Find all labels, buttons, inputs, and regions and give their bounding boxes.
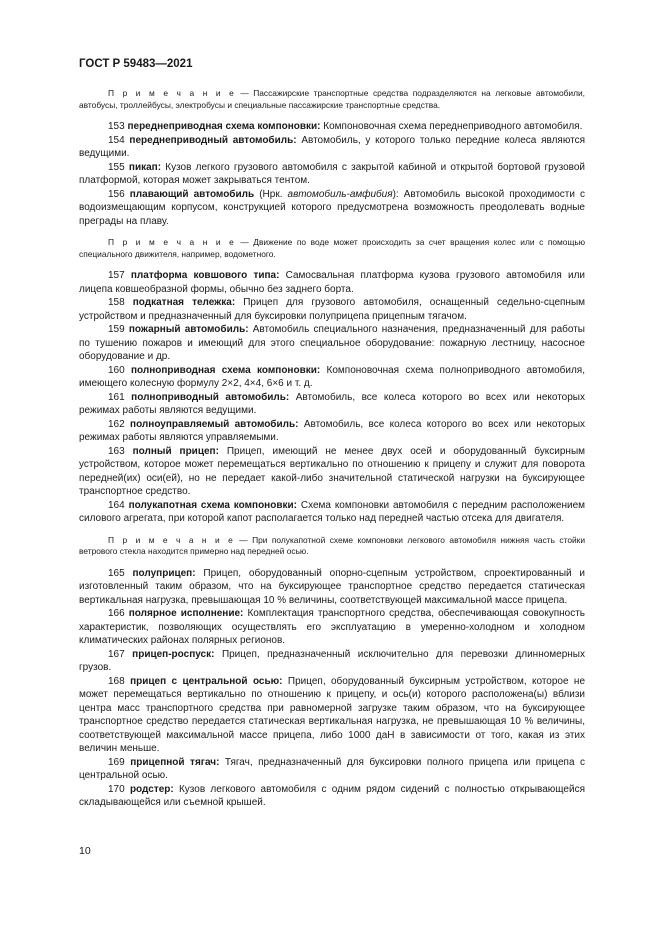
entry-number: 156 bbox=[108, 188, 125, 200]
entry-definition: Прицеп, предназначенный исключительно для перевозки длинномерных грузов. bbox=[79, 648, 585, 673]
entry-synonym-suffix: ): bbox=[392, 188, 399, 200]
entry-definition: Кузов легкого грузового автомобиля с закрытой кабиной и открытой бортовой грузовой платформой, которая может закрываться тентом. bbox=[79, 161, 585, 186]
entry-term: плавающий автомобиль bbox=[129, 188, 255, 200]
note-label: П р и м е ч а н и е bbox=[108, 237, 236, 247]
entry-definition: Автомобиль, у которого только передние колеса являются ведущими. bbox=[79, 134, 586, 159]
entry-term: полноприводный автомобиль: bbox=[131, 391, 290, 403]
entry-154 bbox=[79, 134, 585, 161]
note-label: П р и м е ч а н и е bbox=[108, 534, 235, 545]
entry-definition: Компоновочная схема полноприводного автомобиля, имеющего колесную формулу 2×2, 4×4, 6×6 и т. д. bbox=[79, 364, 586, 389]
entry-162 bbox=[79, 418, 585, 445]
entry-number: 158 bbox=[108, 297, 125, 308]
entry-term: пожарный автомобиль: bbox=[128, 324, 249, 335]
entry-definition: Кузов легкового автомобиля с одним рядом сидений с полностью открывающейся складывающейся или съемной крышей. bbox=[79, 783, 585, 808]
document-header: ГОСТ Р 59483—2021 bbox=[79, 58, 193, 70]
entry-number: 162 bbox=[108, 418, 125, 430]
entry-number: 160 bbox=[108, 364, 125, 376]
entry-158 bbox=[79, 296, 585, 323]
page-number: 10 bbox=[79, 845, 91, 857]
entry-synonym: автомобиль-амфибия bbox=[287, 188, 393, 200]
entry-167 bbox=[79, 648, 585, 675]
entry-number: 157 bbox=[108, 270, 125, 281]
entry-term: полноприводная схема компоновки: bbox=[130, 364, 321, 376]
entry-161 bbox=[79, 391, 585, 418]
entry-153 bbox=[79, 120, 585, 134]
entry-term: родстер: bbox=[129, 783, 174, 795]
entry-definition: Прицеп, имеющий не менее двух осей и оборудованный буксирным устройством, которое может перемещаться вертикально по отношению к прицепу и служит для поворота передней(их) оси(ей), но не передает какой-либо значительной статической нагрузки на буксирующее транспортное средство. bbox=[79, 445, 586, 497]
entry-number: 154 bbox=[108, 134, 125, 146]
entry-term: полуприцеп: bbox=[132, 567, 196, 579]
note-text: — При полукапотной схеме компоновки легкового автомобиля нижняя часть стойки ветрового стекла находится примерно над передней осью. bbox=[79, 534, 586, 556]
entry-term: подкатная тележка: bbox=[132, 297, 236, 308]
entry-number: 163 bbox=[108, 445, 125, 457]
entry-definition: Автомобиль, все колеса которого во всех или некоторых режимах работы являются ведущими. bbox=[79, 391, 585, 416]
entry-term: полный прицеп: bbox=[132, 445, 219, 457]
entry-term: платформа ковшового типа: bbox=[130, 270, 280, 281]
entry-number: 161 bbox=[108, 391, 125, 403]
entry-number: 166 bbox=[108, 608, 125, 619]
entry-synonym-prefix: (Нрк. bbox=[259, 188, 283, 200]
entry-163 bbox=[79, 445, 585, 499]
entry-155 bbox=[79, 161, 585, 188]
entry-definition: Самосвальная платформа кузова грузового автомобиля или лицепа ковшеобразной формы, обычно без заднего борта. bbox=[79, 270, 585, 295]
entry-term: пикап: bbox=[128, 161, 162, 173]
document-body bbox=[79, 88, 585, 810]
entry-definition: Схема компоновки автомобиля с передним расположением силового агрегата, при которой капот располагается только над передней частью отсека для двигателя. bbox=[79, 499, 586, 524]
entry-168 bbox=[79, 675, 585, 756]
entry-term: полноуправляемый автомобиль: bbox=[130, 418, 299, 430]
entry-definition: Прицеп, оборудованный буксирным устройством, которое не может перемещаться вертикально по отношению к прицепу, и ось(и) которого расположена(ы) вблизи центра масс транспортного средства при равномерной загрузке таким образом, что на буксирующее транспортное средство передается статическая вертикальная нагрузка, не превышающая 10 % величины, соответствующей максимальной массе прицепа, либо 1000 даН в зависимости от того, какая из этих величин меньше. bbox=[79, 675, 586, 754]
entry-number: 170 bbox=[108, 783, 125, 795]
note-text: — Движение по воде может происходить за счет вращения колес или с помощью специального движителя, например, водометного. bbox=[79, 237, 585, 259]
note-1 bbox=[79, 88, 585, 111]
entry-term: переднеприводная схема компоновки: bbox=[127, 121, 321, 132]
entry-term: прицепной тягач: bbox=[130, 756, 220, 768]
entry-definition: Компоновочная схема переднеприводного автомобиля. bbox=[323, 121, 583, 132]
entry-number: 169 bbox=[108, 756, 125, 768]
entry-number: 153 bbox=[108, 121, 125, 132]
note-2 bbox=[79, 237, 585, 260]
entry-156 bbox=[79, 188, 585, 229]
note-3 bbox=[79, 535, 585, 558]
entry-170 bbox=[79, 783, 585, 810]
entry-term: полукапотная схема компоновки: bbox=[128, 499, 297, 511]
entry-number: 164 bbox=[108, 499, 125, 511]
entry-definition: Автомобиль высокой проходимости с водоизмещающим корпусом, конструкцией которого предусмотрена возможность преодолевать водные преграды на плаву. bbox=[79, 188, 585, 227]
entry-term: переднеприводный автомобиль: bbox=[129, 134, 297, 146]
entry-164 bbox=[79, 499, 585, 526]
entry-term: полярное исполнение: bbox=[128, 608, 244, 619]
entry-definition: Прицеп для грузового автомобиля, оснащенный седельно-сцепным устройством и предназначенный для буксировки полуприцепа прицепным тягачом. bbox=[79, 297, 586, 322]
entry-term: прицеп-роспуск: bbox=[132, 648, 215, 660]
entry-definition: Комплектация транспортного средства, обеспечивающая совокупность характеристик, позволяющих осуществлять его эксплуатацию в умеренно-холодном и холодном климатических районах полярных регионов. bbox=[79, 608, 585, 646]
entry-160 bbox=[79, 364, 585, 391]
entry-definition: Автомобиль специального назначения, предназначенный для работы по тушению пожаров и имеющий для этого специальное оборудование: пожарную лестницу, насосное оборудование и др. bbox=[79, 324, 585, 362]
entry-term: прицеп с центральной осью: bbox=[130, 675, 283, 687]
entry-definition: Тягач, предназначенный для буксировки полного прицепа или прицепа с центральной осью. bbox=[79, 756, 586, 781]
entry-159 bbox=[79, 323, 585, 364]
note-label: П р и м е ч а н и е bbox=[108, 88, 236, 98]
entry-number: 155 bbox=[108, 161, 125, 173]
entry-number: 159 bbox=[108, 324, 125, 335]
entry-166 bbox=[79, 607, 585, 648]
entry-number: 167 bbox=[108, 648, 125, 660]
entry-definition: Прицеп, оборудованный опорно-сцепным устройством, спроектированный и изготовленный таким образом, что на буксирующее транспортное средство передается статическая вертикальная нагрузка, превышающая 10 % величины, соответствующей максимальной массе прицепа. bbox=[79, 567, 585, 606]
entry-157 bbox=[79, 269, 585, 296]
entry-number: 165 bbox=[108, 567, 125, 579]
entry-169 bbox=[79, 756, 585, 783]
entry-definition: Автомобиль, все колеса которого во всех или некоторых режимах работы являются управляемыми. bbox=[79, 418, 586, 443]
entry-number: 168 bbox=[108, 675, 125, 687]
note-text: — Пассажирские транспортные средства подразделяются на легковые автомобили, автобусы, троллейбусы, электробусы и специальные пассажирские транспортные средства. bbox=[79, 88, 585, 110]
entry-165 bbox=[79, 567, 585, 608]
